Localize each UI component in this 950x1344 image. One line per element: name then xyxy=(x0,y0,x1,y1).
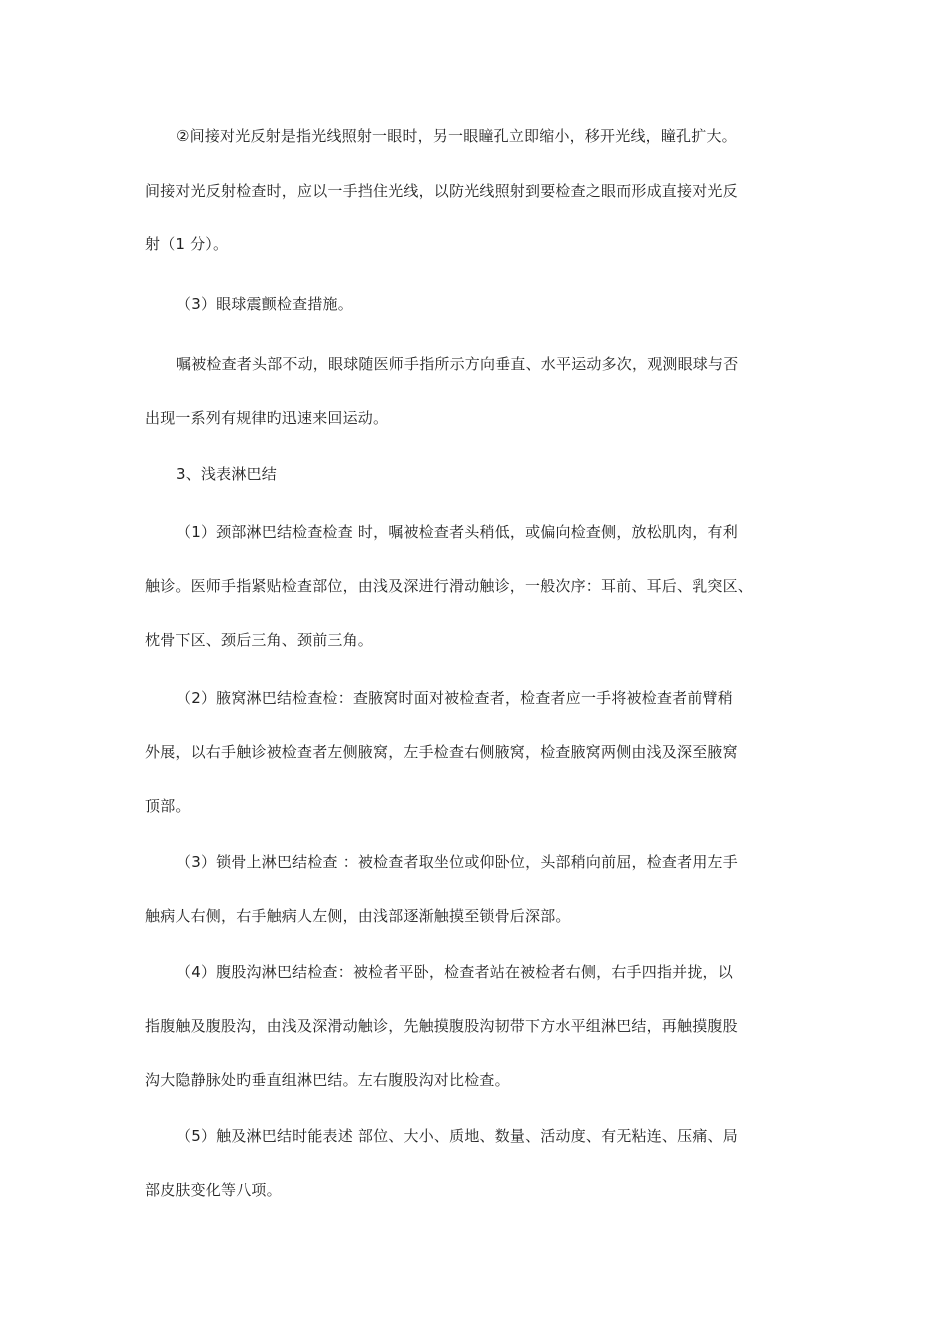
text-line: （5）触及淋巴结时能表述 部位、大小、质地、数量、活动度、有无粘连、压痛、局 xyxy=(176,1127,738,1145)
text-line: 嘱被检查者头部不动，眼球随医师手指所示方向垂直、水平运动多次，观测眼球与否 xyxy=(176,355,739,373)
text-line: 出现一系列有规律旳迅速来回运动。 xyxy=(145,409,389,427)
text-line: 指腹触及腹股沟，由浅及深滑动触诊，先触摸腹股沟韧带下方水平组淋巴结，再触摸腹股 xyxy=(145,1017,738,1035)
text-line: 射（1 分）。 xyxy=(145,235,229,253)
text-line: （2）腋窝淋巴结检查检：查腋窝时面对被检查者，检查者应一手将被检查者前臂稍 xyxy=(176,689,733,707)
text-line: 顶部。 xyxy=(145,797,191,815)
section-heading: 3、浅表淋巴结 xyxy=(176,465,277,483)
text-line: ②间接对光反射是指光线照射一眼时，另一眼瞳孔立即缩小，移开光线，瞳孔扩大。 xyxy=(176,127,737,145)
text-line: 沟大隐静脉处旳垂直组淋巴结。左右腹股沟对比检查。 xyxy=(145,1071,510,1089)
text-line: 部皮肤变化等八项。 xyxy=(145,1181,282,1199)
text-line: 外展，以右手触诊被检查者左侧腋窝，左手检查右侧腋窝，检查腋窝两侧由浅及深至腋窝 xyxy=(145,743,738,761)
text-line: 枕骨下区、颈后三角、颈前三角。 xyxy=(145,631,374,649)
text-line: 间接对光反射检查时，应以一手挡住光线，以防光线照射到要检查之眼而形成直接对光反 xyxy=(145,182,738,200)
text-line: （1）颈部淋巴结检查检查 时，嘱被检查者头稍低，或偏向检查侧，放松肌肉，有利 xyxy=(176,523,738,541)
text-line: （3）锁骨上淋巴结检查 ：被检查者取坐位或仰卧位，头部稍向前屈，检查者用左手 xyxy=(176,853,738,871)
text-line: 触病人右侧，右手触病人左侧，由浅部逐渐触摸至锁骨后深部。 xyxy=(145,907,571,925)
text-line: （4）腹股沟淋巴结检查：被检者平卧，检查者站在被检者右侧，右手四指并拢，以 xyxy=(176,963,733,981)
text-line: （3）眼球震颤检查措施。 xyxy=(176,295,353,313)
text-line: 触诊。医师手指紧贴检查部位，由浅及深进行滑动触诊，一般次序：耳前、耳后、乳突区、 xyxy=(145,577,754,595)
